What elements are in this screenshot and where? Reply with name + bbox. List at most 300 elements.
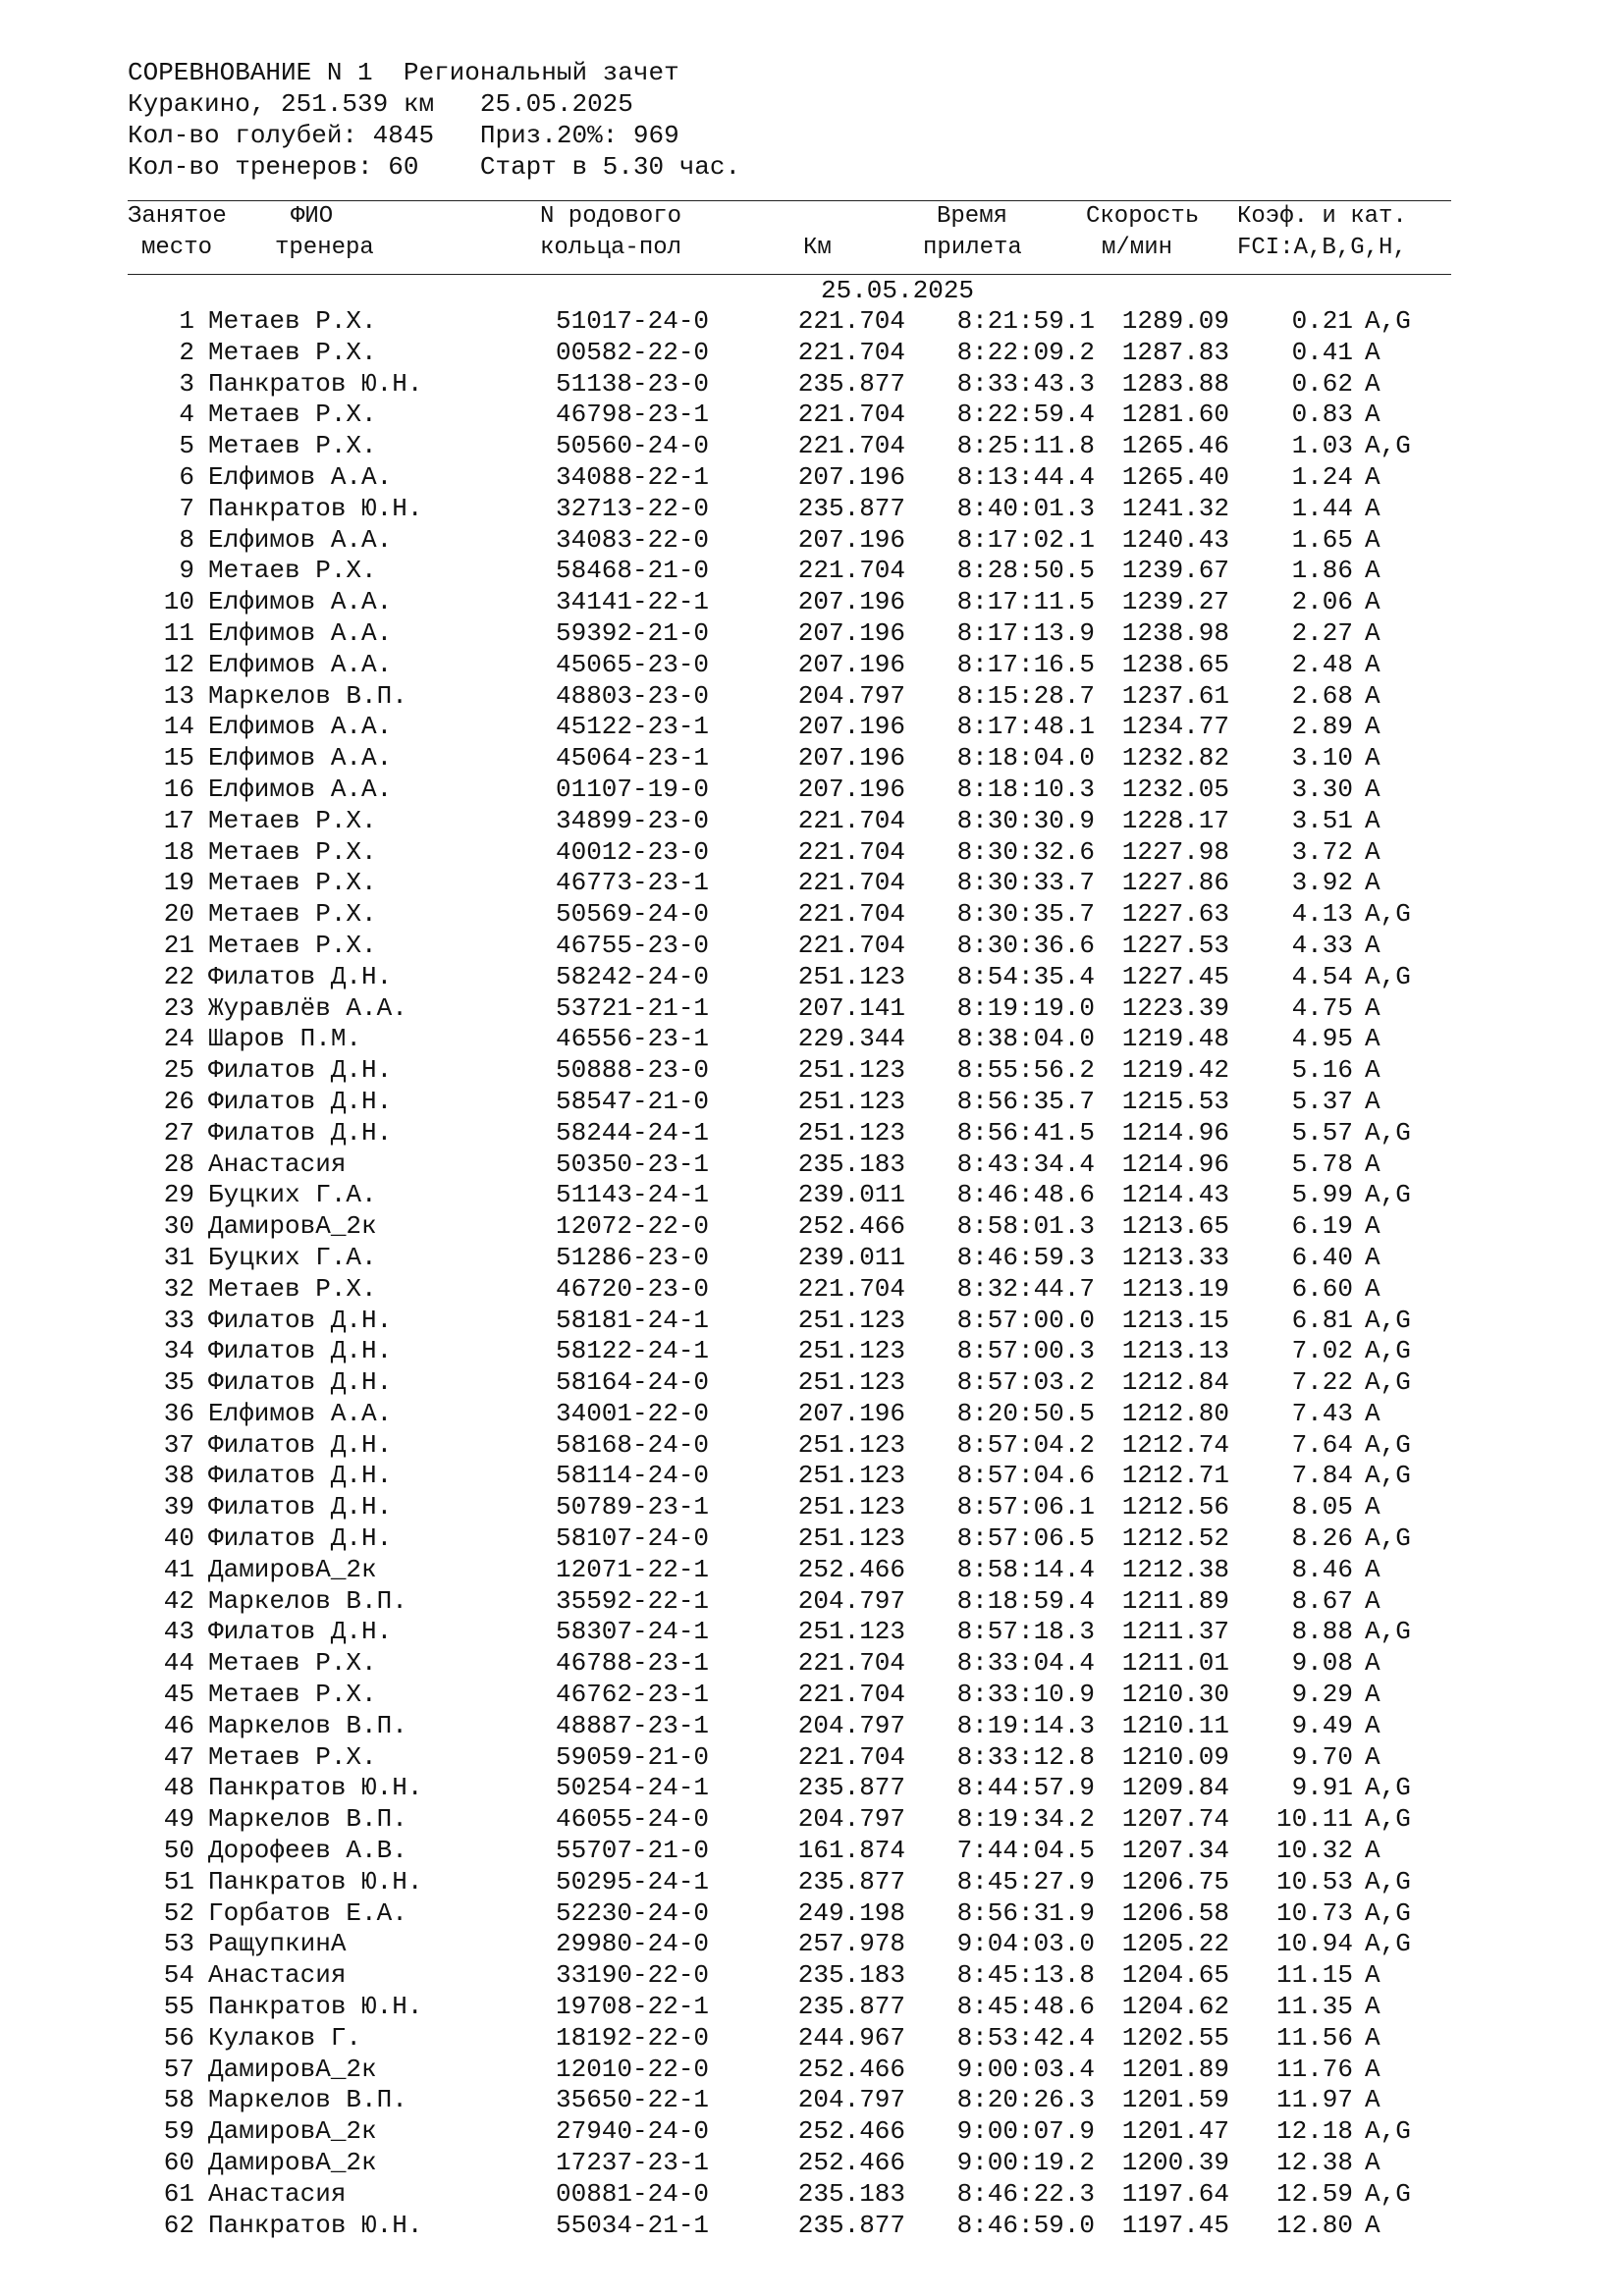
cell-name: Филатов Д.Н. <box>208 1086 393 1116</box>
cell-km: 251.123 <box>797 1305 905 1335</box>
cell-place: 28 <box>163 1148 194 1179</box>
cell-speed: 1207.74 <box>1121 1804 1229 1835</box>
cell-km: 207.196 <box>797 1398 905 1428</box>
cell-ring: 45064-23-1 <box>556 743 710 774</box>
cell-name: Маркелов В.П. <box>208 1710 407 1740</box>
cell-time: 8:58:01.3 <box>956 1211 1095 1242</box>
cell-name: Филатов Д.Н. <box>208 1305 393 1335</box>
cell-coef: 9.49 <box>1291 1710 1353 1740</box>
cell-time: 8:57:00.0 <box>956 1305 1095 1335</box>
cell-time: 8:33:43.3 <box>956 368 1095 399</box>
cell-place: 54 <box>163 1960 194 1991</box>
cell-coef: 11.15 <box>1275 1960 1353 1991</box>
table-row <box>128 1274 1453 1306</box>
cell-name: Журавлёв А.А. <box>208 992 407 1023</box>
cell-coef: 2.48 <box>1291 649 1353 679</box>
cell-ring: 01107-19-0 <box>556 774 710 804</box>
cell-cat: A,G <box>1365 1929 1411 1959</box>
cell-place: 10 <box>163 587 194 617</box>
cell-speed: 1211.89 <box>1121 1585 1229 1616</box>
cell-cat: A,G <box>1365 2116 1411 2147</box>
cell-time: 8:19:14.3 <box>956 1710 1095 1740</box>
cell-ring: 50560-24-0 <box>556 431 710 461</box>
cell-place: 58 <box>163 2085 194 2115</box>
cell-name: Метаев Р.Х. <box>208 400 377 430</box>
cell-coef: 11.56 <box>1275 2022 1353 2053</box>
table-row <box>128 2211 1453 2242</box>
cell-km: 251.123 <box>797 1367 905 1398</box>
cell-speed: 1213.19 <box>1121 1273 1229 1304</box>
cell-name: Метаев Р.Х. <box>208 1648 377 1679</box>
cell-place: 55 <box>163 1992 194 2022</box>
cell-time: 8:45:13.8 <box>956 1960 1095 1991</box>
cell-speed: 1204.62 <box>1121 1992 1229 2022</box>
cell-km: 207.196 <box>797 712 905 742</box>
col-name-header-2: тренера <box>275 235 374 261</box>
cell-name: Буцких Г.А. <box>208 1242 377 1272</box>
cell-speed: 1201.59 <box>1121 2085 1229 2115</box>
cell-ring: 12071-22-1 <box>556 1554 710 1584</box>
cell-place: 49 <box>163 1804 194 1835</box>
table-row <box>128 1680 1453 1711</box>
table-row <box>128 2179 1453 2211</box>
cell-coef: 4.75 <box>1291 992 1353 1023</box>
cell-coef: 2.06 <box>1291 587 1353 617</box>
cell-coef: 6.19 <box>1291 1211 1353 1242</box>
cell-time: 8:58:14.4 <box>956 1554 1095 1584</box>
cell-time: 8:17:13.9 <box>956 617 1095 648</box>
cell-km: 207.141 <box>797 992 905 1023</box>
cell-time: 8:28:50.5 <box>956 556 1095 586</box>
cell-place: 44 <box>163 1648 194 1679</box>
table-row <box>128 525 1453 557</box>
cell-time: 8:55:56.2 <box>956 1055 1095 1086</box>
cell-time: 8:17:11.5 <box>956 587 1095 617</box>
cell-time: 8:18:10.3 <box>956 774 1095 804</box>
cell-speed: 1241.32 <box>1121 493 1229 523</box>
cell-name: Елфимов А.А. <box>208 1398 393 1428</box>
cell-speed: 1227.98 <box>1121 836 1229 867</box>
cell-ring: 58107-24-0 <box>556 1523 710 1554</box>
cell-cat: A,G <box>1365 1461 1411 1491</box>
cell-ring: 33190-22-0 <box>556 1960 710 1991</box>
cell-km: 204.797 <box>797 2085 905 2115</box>
cell-cat: A,G <box>1365 1117 1411 1148</box>
cell-coef: 3.30 <box>1291 774 1353 804</box>
cell-coef: 3.72 <box>1291 836 1353 867</box>
cell-place: 34 <box>163 1336 194 1366</box>
cell-time: 8:57:04.2 <box>956 1429 1095 1460</box>
cell-name: Дорофеев А.В. <box>208 1836 407 1866</box>
cell-km: 221.704 <box>797 556 905 586</box>
cell-cat: A <box>1365 1992 1380 2022</box>
cell-speed: 1204.65 <box>1121 1960 1229 1991</box>
cell-ring: 45122-23-1 <box>556 712 710 742</box>
cell-coef: 1.86 <box>1291 556 1353 586</box>
cell-cat: A,G <box>1365 1897 1411 1928</box>
cell-speed: 1232.82 <box>1121 743 1229 774</box>
cell-time: 8:40:01.3 <box>956 493 1095 523</box>
cell-km: 252.466 <box>797 2116 905 2147</box>
cell-place: 21 <box>163 930 194 960</box>
cell-cat: A,G <box>1365 1180 1411 1210</box>
cell-ring: 55707-21-0 <box>556 1836 710 1866</box>
cell-coef: 3.92 <box>1291 868 1353 898</box>
table-row <box>128 2116 1453 2148</box>
cell-name: Елфимов А.А. <box>208 617 393 648</box>
cell-cat: A <box>1365 1398 1380 1428</box>
cell-place: 3 <box>179 368 194 399</box>
cell-name: Панкратов Ю.Н. <box>208 1992 423 2022</box>
cell-time: 7:44:04.5 <box>956 1836 1095 1866</box>
cell-km: 235.877 <box>797 368 905 399</box>
cell-name: Филатов Д.Н. <box>208 1492 393 1522</box>
cell-speed: 1213.33 <box>1121 1242 1229 1272</box>
table-row <box>128 1180 1453 1211</box>
cell-km: 207.196 <box>797 743 905 774</box>
cell-name: Елфимов А.А. <box>208 743 393 774</box>
cell-ring: 35650-22-1 <box>556 2085 710 2115</box>
cell-place: 41 <box>163 1554 194 1584</box>
cell-km: 221.704 <box>797 1680 905 1710</box>
cell-km: 252.466 <box>797 1554 905 1584</box>
cell-km: 207.196 <box>797 461 905 492</box>
table-row <box>128 1149 1453 1181</box>
cell-speed: 1223.39 <box>1121 992 1229 1023</box>
cell-time: 8:56:35.7 <box>956 1086 1095 1116</box>
trainer-count: Кол-во тренеров: 60 Старт в 5.30 час. <box>128 152 741 182</box>
cell-cat: A,G <box>1365 961 1411 991</box>
cell-place: 1 <box>179 306 194 336</box>
cell-time: 8:30:30.9 <box>956 805 1095 835</box>
cell-speed: 1210.11 <box>1121 1710 1229 1740</box>
cell-ring: 50789-23-1 <box>556 1492 710 1522</box>
cell-coef: 10.11 <box>1275 1804 1353 1835</box>
cell-time: 8:18:04.0 <box>956 743 1095 774</box>
cell-name: Елфимов А.А. <box>208 461 393 492</box>
cell-ring: 59392-21-0 <box>556 617 710 648</box>
table-row <box>128 1461 1453 1492</box>
cell-coef: 9.08 <box>1291 1648 1353 1679</box>
cell-ring: 58468-21-0 <box>556 556 710 586</box>
cell-time: 8:22:09.2 <box>956 337 1095 367</box>
cell-cat: A <box>1365 2022 1380 2053</box>
cell-name: Елфимов А.А. <box>208 587 393 617</box>
cell-place: 16 <box>163 774 194 804</box>
cell-cat: A <box>1365 649 1380 679</box>
cell-place: 33 <box>163 1305 194 1335</box>
cell-km: 251.123 <box>797 1523 905 1554</box>
cell-time: 8:45:48.6 <box>956 1992 1095 2022</box>
cell-speed: 1213.13 <box>1121 1336 1229 1366</box>
table-row <box>128 369 1453 400</box>
cell-name: Горбатов Е.А. <box>208 1897 407 1928</box>
cell-km: 235.877 <box>797 1773 905 1803</box>
cell-cat: A <box>1365 836 1380 867</box>
cell-place: 47 <box>163 1741 194 1772</box>
cell-time: 8:57:00.3 <box>956 1336 1095 1366</box>
cell-ring: 34088-22-1 <box>556 461 710 492</box>
table-row <box>128 806 1453 837</box>
cell-cat: A,G <box>1365 1617 1411 1647</box>
cell-place: 62 <box>163 2210 194 2240</box>
cell-km: 221.704 <box>797 337 905 367</box>
cell-km: 207.196 <box>797 587 905 617</box>
cell-time: 8:33:04.4 <box>956 1648 1095 1679</box>
cell-place: 50 <box>163 1836 194 1866</box>
cell-name: Филатов Д.Н. <box>208 1617 393 1647</box>
cell-name: Панкратов Ю.Н. <box>208 1773 423 1803</box>
cell-coef: 8.67 <box>1291 1585 1353 1616</box>
cell-name: Филатов Д.Н. <box>208 1117 393 1148</box>
col-ring-header-1: N родового <box>540 203 682 230</box>
table-row <box>128 1118 1453 1149</box>
cell-place: 29 <box>163 1180 194 1210</box>
pigeon-count: Кол-во голубей: 4845 Приз.20%: 969 <box>128 121 679 150</box>
table-row <box>128 1306 1453 1337</box>
cell-cat: A <box>1365 368 1380 399</box>
cell-km: 235.877 <box>797 1866 905 1896</box>
table-row <box>128 556 1453 587</box>
cell-time: 9:04:03.0 <box>956 1929 1095 1959</box>
cell-ring: 55034-21-1 <box>556 2210 710 2240</box>
cell-time: 8:22:59.4 <box>956 400 1095 430</box>
cell-speed: 1238.98 <box>1121 617 1229 648</box>
cell-ring: 51286-23-0 <box>556 1242 710 1272</box>
cell-speed: 1212.56 <box>1121 1492 1229 1522</box>
table-row <box>128 1492 1453 1523</box>
cell-place: 31 <box>163 1242 194 1272</box>
cell-coef: 1.24 <box>1291 461 1353 492</box>
cell-cat: A <box>1365 992 1380 1023</box>
cell-km: 221.704 <box>797 1648 905 1679</box>
cell-coef: 9.70 <box>1291 1741 1353 1772</box>
cell-time: 8:17:16.5 <box>956 649 1095 679</box>
cell-time: 8:53:42.4 <box>956 2022 1095 2053</box>
cell-place: 42 <box>163 1585 194 1616</box>
cell-ring: 58307-24-1 <box>556 1617 710 1647</box>
cell-cat: A <box>1365 1836 1380 1866</box>
cell-ring: 53721-21-1 <box>556 992 710 1023</box>
cell-coef: 10.94 <box>1275 1929 1353 1959</box>
cell-speed: 1227.86 <box>1121 868 1229 898</box>
cell-time: 8:38:04.0 <box>956 1024 1095 1054</box>
cell-time: 8:57:18.3 <box>956 1617 1095 1647</box>
cell-speed: 1205.22 <box>1121 1929 1229 1959</box>
cell-cat: A <box>1365 2148 1380 2178</box>
cell-km: 229.344 <box>797 1024 905 1054</box>
table-row <box>128 743 1453 774</box>
cell-time: 8:32:44.7 <box>956 1273 1095 1304</box>
cell-coef: 5.78 <box>1291 1148 1353 1179</box>
cell-cat: A,G <box>1365 1866 1411 1896</box>
release-point: Куракино, 251.539 км 25.05.2025 <box>128 89 633 119</box>
cell-km: 221.704 <box>797 1273 905 1304</box>
cell-speed: 1239.67 <box>1121 556 1229 586</box>
table-row <box>128 868 1453 899</box>
table-row <box>128 306 1453 338</box>
col-speed-header-1: Скорость <box>1086 203 1200 230</box>
cell-ring: 48803-23-0 <box>556 680 710 711</box>
cell-time: 8:13:44.4 <box>956 461 1095 492</box>
cell-ring: 17237-23-1 <box>556 2148 710 2178</box>
cell-speed: 1227.63 <box>1121 899 1229 930</box>
cell-cat: A <box>1365 617 1380 648</box>
table-row <box>128 1836 1453 1867</box>
cell-time: 8:57:03.2 <box>956 1367 1095 1398</box>
cell-coef: 8.05 <box>1291 1492 1353 1522</box>
competition-title: СОРЕВНОВАНИЕ N 1 Региональный зачет <box>128 58 679 87</box>
cell-time: 9:00:07.9 <box>956 2116 1095 2147</box>
cell-km: 251.123 <box>797 1055 905 1086</box>
cell-place: 9 <box>179 556 194 586</box>
date-label: 25.05.2025 <box>821 276 975 305</box>
cell-name: Анастасия <box>208 1960 347 1991</box>
cell-km: 204.797 <box>797 1585 905 1616</box>
cell-name: Шаров П.М. <box>208 1024 362 1054</box>
cell-time: 8:46:59.3 <box>956 1242 1095 1272</box>
cell-speed: 1213.65 <box>1121 1211 1229 1242</box>
cell-place: 24 <box>163 1024 194 1054</box>
cell-place: 48 <box>163 1773 194 1803</box>
table-row <box>128 1648 1453 1680</box>
cell-coef: 7.84 <box>1291 1461 1353 1491</box>
cell-coef: 9.29 <box>1291 1680 1353 1710</box>
cell-speed: 1214.96 <box>1121 1148 1229 1179</box>
cell-name: Маркелов В.П. <box>208 1804 407 1835</box>
cell-name: Елфимов А.А. <box>208 712 393 742</box>
cell-speed: 1206.75 <box>1121 1866 1229 1896</box>
cell-place: 22 <box>163 961 194 991</box>
table-row <box>128 1055 1453 1087</box>
cell-speed: 1232.05 <box>1121 774 1229 804</box>
cell-speed: 1212.52 <box>1121 1523 1229 1554</box>
table-row <box>128 1399 1453 1430</box>
cell-speed: 1214.96 <box>1121 1117 1229 1148</box>
cell-ring: 46755-23-0 <box>556 930 710 960</box>
cell-place: 23 <box>163 992 194 1023</box>
col-place-header-2: место <box>141 235 213 261</box>
cell-speed: 1209.84 <box>1121 1773 1229 1803</box>
cell-cat: A <box>1365 774 1380 804</box>
cell-speed: 1265.46 <box>1121 431 1229 461</box>
cell-place: 26 <box>163 1086 194 1116</box>
cell-place: 51 <box>163 1866 194 1896</box>
cell-coef: 4.13 <box>1291 899 1353 930</box>
table-row <box>128 1742 1453 1774</box>
cell-name: ДамировА_2к <box>208 2116 377 2147</box>
cell-km: 239.011 <box>797 1180 905 1210</box>
cell-name: Метаев Р.Х. <box>208 836 377 867</box>
cell-coef: 12.59 <box>1275 2178 1353 2209</box>
cell-speed: 1219.48 <box>1121 1024 1229 1054</box>
cell-coef: 8.26 <box>1291 1523 1353 1554</box>
cell-name: Панкратов Ю.Н. <box>208 368 423 399</box>
cell-ring: 34899-23-0 <box>556 805 710 835</box>
cell-name: Филатов Д.Н. <box>208 1336 393 1366</box>
cell-cat: A <box>1365 524 1380 555</box>
cell-cat: A <box>1365 461 1380 492</box>
cell-coef: 12.18 <box>1275 2116 1353 2147</box>
cell-ring: 58122-24-1 <box>556 1336 710 1366</box>
table-row <box>128 1243 1453 1274</box>
cell-coef: 10.53 <box>1275 1866 1353 1896</box>
cell-speed: 1202.55 <box>1121 2022 1229 2053</box>
cell-cat: A,G <box>1365 1773 1411 1803</box>
cell-place: 14 <box>163 712 194 742</box>
cell-speed: 1227.53 <box>1121 930 1229 960</box>
cell-ring: 58164-24-0 <box>556 1367 710 1398</box>
cell-km: 221.704 <box>797 306 905 336</box>
cell-cat: A <box>1365 1741 1380 1772</box>
cell-cat: A <box>1365 805 1380 835</box>
cell-km: 235.877 <box>797 2210 905 2240</box>
cell-speed: 1214.43 <box>1121 1180 1229 1210</box>
cell-time: 8:56:31.9 <box>956 1897 1095 1928</box>
date-separator-row <box>128 275 1453 306</box>
cell-cat: A <box>1365 2054 1380 2084</box>
cell-km: 251.123 <box>797 1429 905 1460</box>
cell-ring: 12072-22-0 <box>556 1211 710 1242</box>
cell-name: Кулаков Г. <box>208 2022 362 2053</box>
cell-speed: 1210.30 <box>1121 1680 1229 1710</box>
cell-speed: 1211.01 <box>1121 1648 1229 1679</box>
cell-name: Метаев Р.Х. <box>208 1680 377 1710</box>
cell-ring: 45065-23-0 <box>556 649 710 679</box>
cell-km: 251.123 <box>797 1617 905 1647</box>
table-row <box>128 1430 1453 1462</box>
cell-cat: A <box>1365 1585 1380 1616</box>
cell-name: Филатов Д.Н. <box>208 1461 393 1491</box>
cell-place: 38 <box>163 1461 194 1491</box>
col-coef-header-2: FCI:A,B,G,H, <box>1237 235 1407 261</box>
cell-cat: A <box>1365 930 1380 960</box>
results-table <box>128 306 1453 2241</box>
cell-name: ДамировА_2к <box>208 2054 377 2084</box>
cell-cat: A,G <box>1365 1804 1411 1835</box>
cell-ring: 50569-24-0 <box>556 899 710 930</box>
cell-speed: 1283.88 <box>1121 368 1229 399</box>
cell-km: 252.466 <box>797 2148 905 2178</box>
cell-name: Метаев Р.Х. <box>208 899 377 930</box>
cell-name: Елфимов А.А. <box>208 524 393 555</box>
cell-km: 235.183 <box>797 1148 905 1179</box>
cell-time: 8:46:48.6 <box>956 1180 1095 1210</box>
table-row <box>128 681 1453 713</box>
results-document <box>128 57 1453 2241</box>
cell-coef: 6.81 <box>1291 1305 1353 1335</box>
cell-km: 204.797 <box>797 680 905 711</box>
table-row <box>128 587 1453 618</box>
cell-place: 7 <box>179 493 194 523</box>
table-row <box>128 962 1453 993</box>
cell-cat: A,G <box>1365 1305 1411 1335</box>
cell-place: 12 <box>163 649 194 679</box>
cell-ring: 51017-24-0 <box>556 306 710 336</box>
cell-km: 221.704 <box>797 400 905 430</box>
cell-km: 251.123 <box>797 961 905 991</box>
cell-time: 8:20:26.3 <box>956 2085 1095 2115</box>
cell-ring: 18192-22-0 <box>556 2022 710 2053</box>
cell-place: 6 <box>179 461 194 492</box>
cell-ring: 58244-24-1 <box>556 1117 710 1148</box>
cell-ring: 19708-22-1 <box>556 1992 710 2022</box>
cell-ring: 46556-23-1 <box>556 1024 710 1054</box>
cell-place: 43 <box>163 1617 194 1647</box>
table-row <box>128 1586 1453 1618</box>
cell-km: 221.704 <box>797 431 905 461</box>
cell-km: 207.196 <box>797 524 905 555</box>
